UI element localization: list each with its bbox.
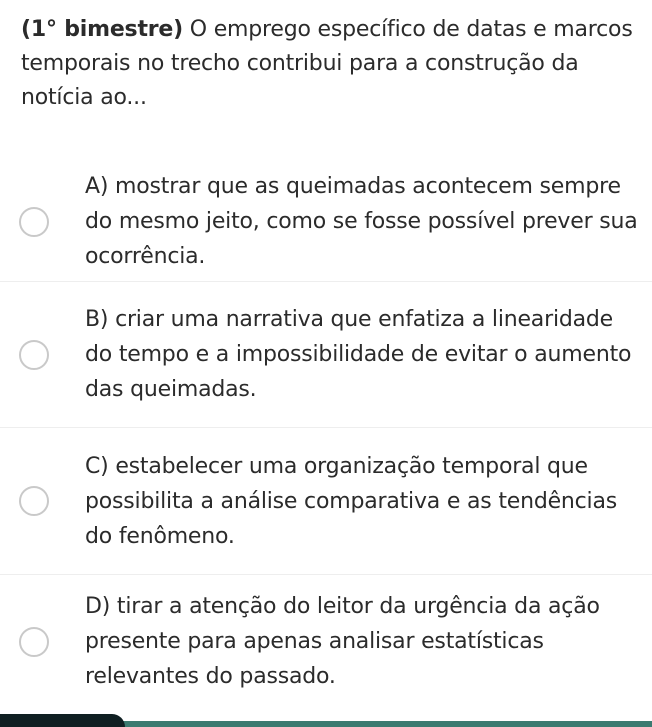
overlay-thumbnail	[0, 714, 125, 727]
question-body: O emprego específico de datas e marcos temporais no trecho contribui para a construção da notícia ao...	[21, 17, 633, 110]
radio-button-c[interactable]	[19, 486, 49, 516]
question-prefix: (1° bimestre)	[21, 17, 183, 42]
option-b[interactable]	[0, 282, 652, 428]
radio-button-a[interactable]	[19, 207, 49, 237]
radio-button-b[interactable]	[19, 340, 49, 370]
option-a[interactable]	[0, 160, 652, 282]
option-a-label: A) mostrar que as queimadas acontecem sempre do mesmo jeito, como se fosse possível prever sua ocorrência.	[85, 174, 638, 269]
option-c-label: C) estabelecer uma organização temporal que possibilita a análise comparativa e as tendências do fenômeno.	[85, 453, 618, 549]
accent-bar	[120, 721, 652, 727]
option-b-label: B) criar uma narrativa que enfatiza a linearidade do tempo e a impossibilidade de evitar o aumento das queimadas.	[85, 307, 632, 402]
question-text	[21, 13, 641, 115]
option-d-label: D) tirar a atenção do leitor da urgência da ação presente para apenas analisar estatísticas relevantes do passado.	[85, 594, 600, 689]
option-d[interactable]	[0, 575, 652, 708]
answer-options	[0, 160, 652, 708]
option-c[interactable]	[0, 428, 652, 575]
bottom-bar	[0, 706, 652, 727]
radio-button-d[interactable]	[19, 627, 49, 657]
